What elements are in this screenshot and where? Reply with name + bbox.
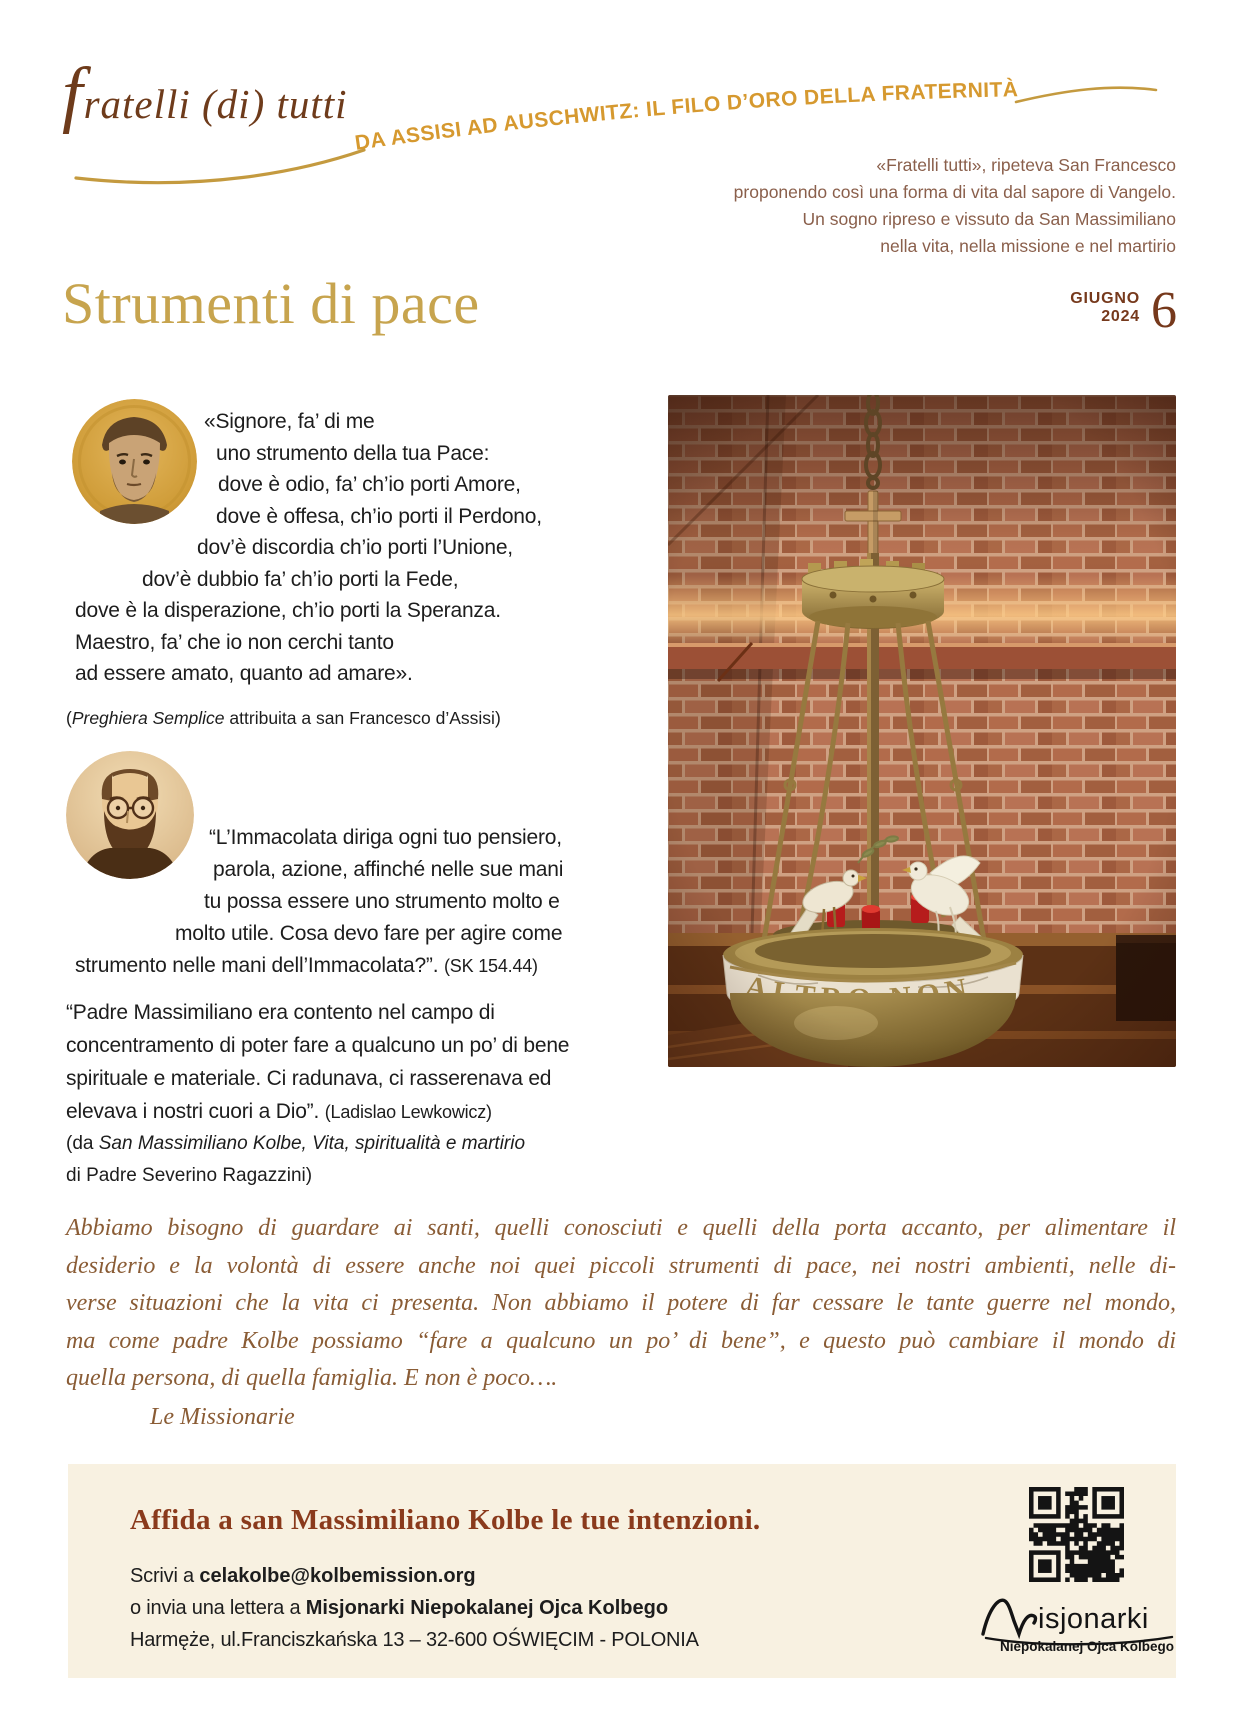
issue-date (1070, 290, 1140, 326)
misjonarki-name: isjonarki (1038, 1603, 1149, 1635)
right-swoosh (1016, 88, 1156, 102)
lamp-photo (668, 395, 1176, 1067)
kolbe-quote-last: strumento nelle mani dell’Immacolata?”. (75, 954, 444, 977)
page-title: Strumenti di pace (62, 271, 480, 336)
kolbe-quote-line: parola, azione, affinché nelle sue mani (213, 858, 564, 881)
kolbe-quote-line: tu possa essere uno strumento molto e (204, 890, 560, 913)
issue-year: 2024 (1101, 308, 1140, 325)
source-note-line (66, 1128, 525, 1160)
logo-swoosh (76, 150, 364, 183)
reflection-line: desiderio e la volontà di essere anche noi quei piccoli strumenti di pace, nei nostri ambienti, nelle di- (66, 1252, 1176, 1279)
qr-code-art (1029, 1487, 1124, 1582)
witness-quote-last: elevava i nostri cuori a Dio”. (66, 1100, 325, 1123)
signature: Le Missionarie (150, 1404, 295, 1430)
misjonarki-logo-art (978, 1590, 1178, 1654)
prayer-line: dove è offesa, ch’io porti il Perdono, (216, 504, 542, 528)
kolbe-quote-line: molto utile. Cosa devo fare per agire come (175, 922, 563, 945)
contact-letter-org: Misjonarki Niepokalanej Ojca Kolbego (305, 1597, 669, 1619)
contact-email: celakolbe@kolbemission.org (199, 1565, 476, 1587)
kolbe-quote-line: “L’Immacolata diriga ogni tuo pensiero, (209, 826, 562, 849)
prayer-line: dov’è discordia ch’io porti l’Unione, (197, 536, 513, 559)
intentions-heading: Affida a san Massimiliano Kolbe le tue intenzioni. (130, 1504, 761, 1536)
witness-quote-line: spirituale e materiale. Ci radunava, ci rasserenava ed (66, 1067, 552, 1090)
misjonarki-logo (978, 1590, 1178, 1659)
kolbe-quote-line (66, 950, 563, 982)
qr-code (1029, 1487, 1124, 1587)
intro-line: nella vita, nella missione e nel martirio (880, 236, 1176, 256)
intro-line: Un sogno ripreso e vissuto da San Massimiliano (802, 209, 1176, 229)
source-note-title: San Massimiliano Kolbe, Vita, spiritualità e martirio (98, 1133, 526, 1154)
intro-line: proponendo così una forma di vita dal sapore di Vangelo. (733, 182, 1176, 202)
prayer-line: dove è odio, fa’ ch’io porti Amore, (218, 473, 521, 496)
masthead-logo (62, 53, 348, 135)
prayer-line: uno strumento della tua Pace: (216, 441, 490, 465)
misjonarki-m-glyph (983, 1600, 1036, 1634)
issue-block (1070, 282, 1177, 339)
lamp-photo-art (668, 395, 1176, 1067)
reflection-line: verse situazioni che la vita ci presenta. Non abbiamo il potere di far cessare le tante guerre nel mondo, (66, 1290, 1176, 1316)
prayer-line: dov’è dubbio fa’ ch’io porti la Fede, (142, 567, 459, 591)
header-arc-text: DA ASSISI AD AUSCHWITZ: IL FILO D’ORO DELLA FRATERNITÀ (353, 78, 1019, 155)
masthead-logo-initial: f (62, 53, 84, 135)
contact-line-email (130, 1560, 699, 1592)
source-note-line: di Padre Severino Ragazzini) (66, 1165, 313, 1186)
witness-quote-line: “Padre Massimiliano era contento nel campo di (66, 1001, 495, 1024)
intro-line: «Fratelli tutti», ripeteva San Francesco (876, 155, 1176, 175)
prayer-text (66, 406, 542, 690)
reflection-line: quella persona, di quella famiglia. E non è poco…. (66, 1365, 558, 1391)
reflection-line: Abbiamo bisogno di guardare ai santi, quelli conosciuti e quelli della porta accanto, per alimentare il (66, 1215, 1176, 1241)
contact-line-letter (130, 1592, 699, 1624)
reflection-paragraph (66, 1210, 1176, 1398)
source-note (66, 1128, 525, 1192)
witness-quote-ref: (Ladislao Lewkowicz) (324, 1102, 492, 1122)
source-note-prefix: (da (66, 1133, 99, 1154)
contact-block (130, 1560, 699, 1656)
prayer-attribution-open: ( (66, 708, 72, 728)
misjonarki-subtitle: Niepokalanej Ojca Kolbego (1000, 1639, 1175, 1654)
witness-quote (66, 996, 569, 1129)
prayer-line: «Signore, fa’ di me (204, 410, 375, 433)
prayer-line: Maestro, fa’ che io non cerchi tanto (75, 630, 394, 654)
masthead-logo-rest: ratelli (di) tutti (83, 81, 348, 127)
intro-paragraph (456, 152, 1176, 260)
prayer-attribution-title: Preghiera Semplice (71, 708, 225, 728)
svg-text:DA ASSISI AD AUSCHWITZ: IL FIL (353, 78, 1018, 155)
prayer-attribution-rest: attribuita a san Francesco d’Assisi) (224, 708, 501, 728)
witness-quote-line: concentramento di poter fare a qualcuno un po’ di bene (66, 1034, 570, 1057)
contact-line-address: Harmęże, ul.Franciszkańska 13 – 32-600 OŚWIĘCIM - POLONIA (130, 1629, 699, 1651)
contact-email-prefix: Scrivi a (130, 1565, 200, 1587)
reflection-line: ma come padre Kolbe possiamo “fare a qualcuno un po’ di bene”, e questo può cambiare il mondo di (66, 1327, 1176, 1354)
issue-number: 6 (1151, 282, 1177, 339)
kolbe-quote-ref: (SK 154.44) (444, 956, 538, 976)
issue-month: GIUGNO (1070, 290, 1140, 307)
prayer-line: dove è la disperazione, ch’io porti la Speranza. (75, 599, 501, 622)
prayer-line: ad essere amato, quanto ad amare». (75, 662, 413, 685)
prayer-attribution (66, 708, 501, 729)
contact-letter-prefix: o invia una lettera a (130, 1597, 306, 1619)
kolbe-quote (66, 822, 563, 982)
witness-quote-line (66, 1095, 569, 1129)
